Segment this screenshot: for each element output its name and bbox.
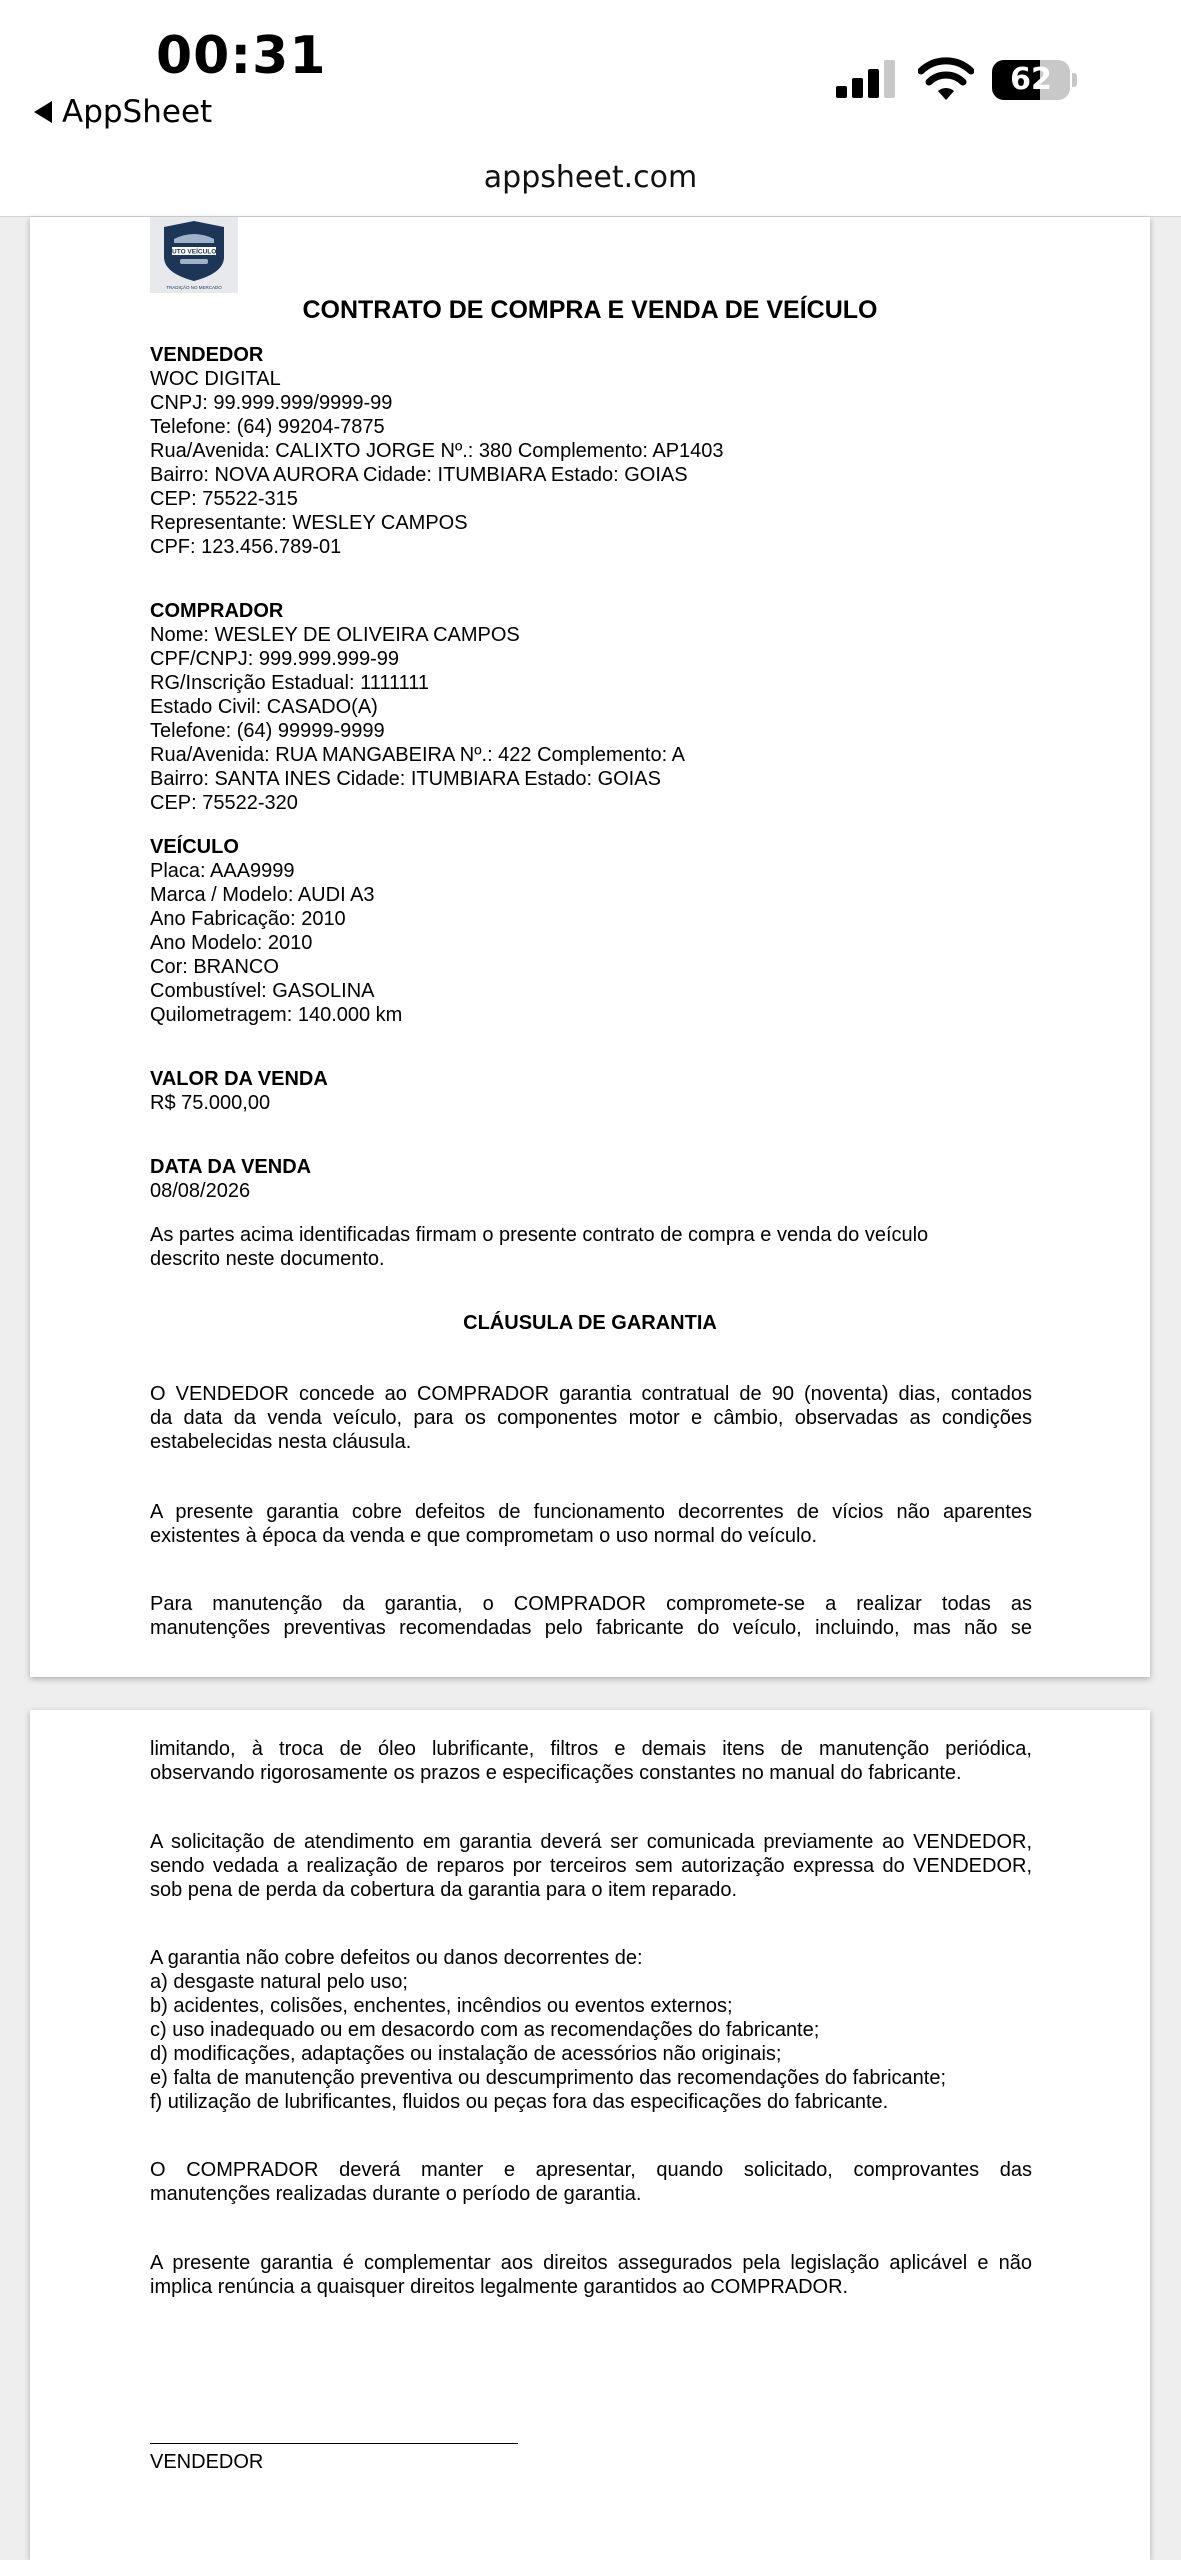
veiculo-line: Cor: BRANCO [150,956,279,978]
cellular-signal-icon [836,60,898,98]
comprador-line: CPF/CNPJ: 999.999.999-99 [150,648,400,670]
intro-line: descrito neste documento. [150,1248,385,1270]
list-item: c) uso inadequado ou em desacordo com as recomendações do fabricante; [150,2019,820,2041]
logo-tagline: TRADIÇÃO NO MERCADO [166,285,222,290]
comprador-line: RG/Inscrição Estadual: 1111111 [150,672,430,694]
battery-icon [992,60,1076,100]
browser-url-bar[interactable] [0,152,1181,217]
vendedor-line: Bairro: NOVA AURORA Cidade: ITUMBIARA Estado: GOIAS [150,464,688,486]
list-item: f) utilização de lubrificantes, fluidos ou peças fora das especificações do fabricante. [150,2091,889,2113]
data-value: 08/08/2026 [150,1180,251,1202]
clock: 00:31 [156,26,327,86]
paragraph-line: da data da venda veículo, para os componentes motor e câmbio, observadas as condições [150,1407,1032,1429]
paragraph-line: A garantia não cobre defeitos ou danos decorrentes de: [150,1947,643,1969]
paragraph-line: estabelecidas nesta cláusula. [150,1431,412,1453]
back-app-label: AppSheet [62,94,213,130]
paragraph-line: A presente garantia é complementar aos direitos assegurados pela legislação aplicável e não [150,2252,1032,2274]
paragraph-line: implica renúncia a quaisquer direitos legalmente garantidos ao COMPRADOR. [150,2276,849,2298]
vendedor-heading: VENDEDOR [150,344,264,366]
vendedor-line: CNPJ: 99.999.999/9999-99 [150,392,393,414]
paragraph-line: sendo vedada a realização de reparos por terceiros sem autorização expressa do VENDEDOR, [150,1855,1032,1877]
comprador-line: Telefone: (64) 99999-9999 [150,720,385,742]
list-item: d) modificações, adaptações ou instalação de acessórios não originais; [150,2043,782,2065]
vendedor-line: Rua/Avenida: CALIXTO JORGE Nº.: 380 Complemento: AP1403 [150,440,724,462]
veiculo-line: Placa: AAA9999 [150,860,295,882]
paragraph-line: manutenções preventivas recomendadas pelo fabricante do veículo, incluindo, mas não se [150,1617,1032,1639]
comprador-line: Estado Civil: CASADO(A) [150,696,378,718]
document-page-1 [30,217,1150,1677]
veiculo-line: Marca / Modelo: AUDI A3 [150,884,375,906]
comprador-line: Nome: WESLEY DE OLIVEIRA CAMPOS [150,624,520,646]
paragraph-line: O COMPRADOR deverá manter e apresentar, quando solicitado, comprovantes das [150,2159,1032,2181]
list-item: b) acidentes, colisões, enchentes, incêndios ou eventos externos; [150,1995,733,2017]
contract-title: CONTRATO DE COMPRA E VENDA DE VEÍCULO [302,296,878,324]
paragraph-line: manutenções realizadas durante o período de garantia. [150,2183,642,2205]
back-arrow-icon [34,101,52,123]
intro-line: As partes acima identificadas firmam o presente contrato de compra e venda do veículo [150,1224,929,1246]
comprador-line: CEP: 75522-320 [150,792,298,814]
data-heading: DATA DA VENDA [150,1156,312,1178]
paragraph-line: A presente garantia cobre defeitos de funcionamento decorrentes de vícios não aparentes [150,1501,1032,1523]
paragraph-line: O VENDEDOR concede ao COMPRADOR garantia contratual de 90 (noventa) dias, contados [150,1383,1032,1405]
paragraph-line: Para manutenção da garantia, o COMPRADOR compromete-se a realizar todas as [150,1593,1032,1615]
paragraph-line: sob pena de perda da cobertura da garantia para o item reparado. [150,1879,738,1901]
paragraph-line: limitando, à troca de óleo lubrificante, filtros e demais itens de manutenção periódica, [150,1738,1032,1760]
document-page-2 [30,1710,1150,2560]
veiculo-line: Combustível: GASOLINA [150,980,375,1002]
veiculo-line: Ano Modelo: 2010 [150,932,313,954]
comprador-line: Bairro: SANTA INES Cidade: ITUMBIARA Estado: GOIAS [150,768,661,790]
valor-value: R$ 75.000,00 [150,1092,271,1114]
battery-level: 62 [1010,62,1052,97]
paragraph-line: existentes à época da venda e que comprometam o uso normal do veículo. [150,1525,818,1547]
url-text: appsheet.com [483,160,698,195]
vendedor-line: Telefone: (64) 99204-7875 [150,416,385,438]
vendedor-line: CEP: 75522-315 [150,488,298,510]
comprador-heading: COMPRADOR [150,600,284,622]
list-item: e) falta de manutenção preventiva ou descumprimento das recomendações do fabricante; [150,2067,947,2089]
signature-line [150,2443,518,2444]
vendedor-line: Representante: WESLEY CAMPOS [150,512,468,534]
logo-text: AUTO VEÍCULOS [167,248,221,256]
vendedor-line: CPF: 123.456.789-01 [150,536,342,558]
comprador-line: Rua/Avenida: RUA MANGABEIRA Nº.: 422 Complemento: A [150,744,685,766]
status-bar [0,0,1181,152]
veiculo-line: Quilometragem: 140.000 km [150,1004,403,1026]
wifi-icon [918,56,974,100]
veiculo-heading: VEÍCULO [150,836,239,858]
paragraph-line: observando rigorosamente os prazos e especificações constantes no manual do fabricante. [150,1762,962,1784]
veiculo-line: Ano Fabricação: 2010 [150,908,346,930]
signature-label: VENDEDOR [150,2451,264,2473]
vendedor-line: WOC DIGITAL [150,368,281,390]
back-to-app-button[interactable] [34,94,212,130]
valor-heading: VALOR DA VENDA [150,1068,328,1090]
list-item: a) desgaste natural pelo uso; [150,1971,408,1993]
paragraph-line: A solicitação de atendimento em garantia deverá ser comunicada previamente ao VENDEDOR, [150,1831,1032,1853]
clausula-title: CLÁUSULA DE GARANTIA [463,1312,717,1334]
company-logo [150,217,238,293]
